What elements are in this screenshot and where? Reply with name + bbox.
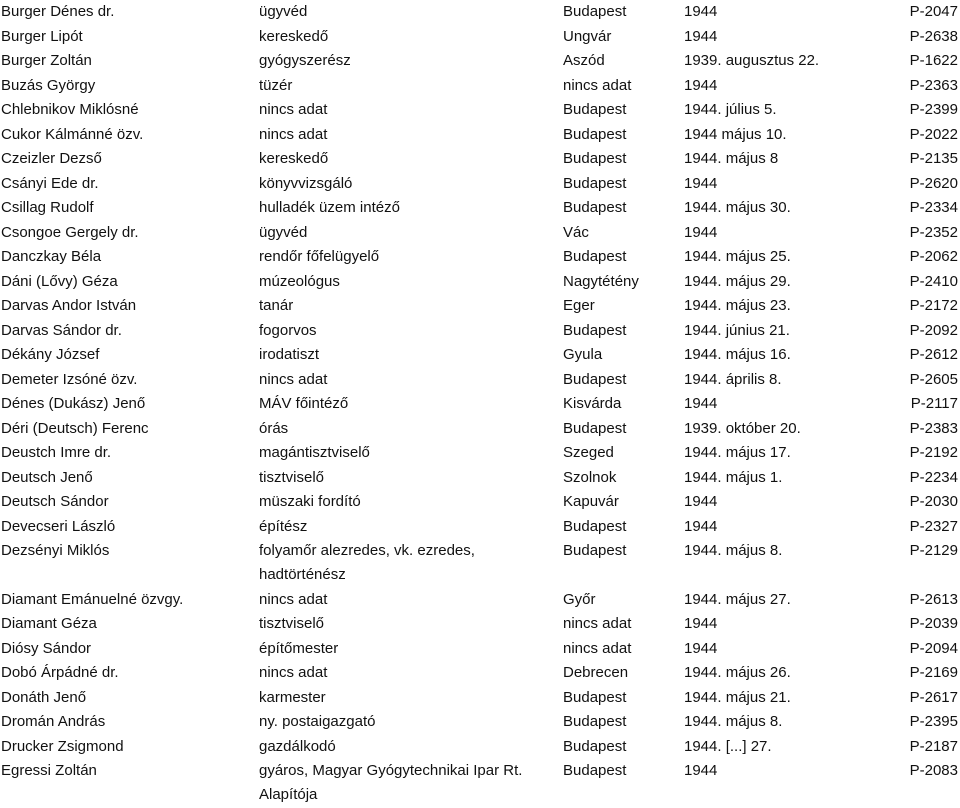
table-row [0,147,960,172]
date: 1944 [684,223,718,241]
table-row [0,294,960,319]
person-name: Demeter Izsóné özv. [1,370,138,388]
record-id: P-2395 [909,713,958,730]
occupation: kereskedő [259,27,329,45]
record-id: P-2234 [909,468,958,486]
city: Budapest [563,762,627,779]
person-name: Déri (Deutsch) Ferenc [1,419,149,437]
person-name: Darvas Sándor dr. [1,321,122,339]
table-row [0,270,960,295]
person-name: Dobó Árpádné dr. [1,664,119,681]
record-id: P-2334 [909,199,958,216]
date: 1944 [684,76,718,94]
table-row [0,637,960,662]
person-name: Deutsch Sándor [1,493,109,510]
occupation: folyamőr alezredes, vk. ezredes, hadtörténész [259,542,475,583]
date: 1944. május 26. [684,664,791,681]
date: 1944. április 8. [684,370,782,388]
person-name: Chlebnikov Miklósné [1,101,139,118]
date: 1944. május 8. [684,713,783,730]
table-row [0,221,960,246]
table-row [0,710,960,735]
city: Aszód [563,52,605,69]
city: Budapest [563,150,627,167]
occupation: építész [259,517,308,535]
occupation: müszaki fordító [259,493,361,510]
table-row [0,417,960,442]
city: Budapest [563,3,627,20]
record-id: P-2327 [909,517,958,535]
table-row [0,515,960,540]
record-id: P-2612 [909,346,958,363]
person-name: Donáth Jenő [1,688,87,706]
city: Budapest [563,542,627,559]
table-row [0,466,960,491]
city: Budapest [563,101,627,118]
table-row [0,123,960,148]
city: nincs adat [563,615,632,632]
person-name: Deutsch Jenő [1,468,93,486]
date: 1944 [684,762,718,779]
table-row [0,759,960,808]
city: Budapest [563,713,627,730]
city: Budapest [563,737,627,755]
person-name: Egressi Zoltán [1,762,97,779]
occupation: ny. postaigazgató [259,713,376,730]
record-id: P-2092 [909,321,958,339]
date: 1944 [684,517,718,535]
table-row [0,319,960,344]
record-id: P-2410 [909,272,958,290]
city: Gyula [563,346,603,363]
date: 1944 május 10. [684,125,787,143]
record-id: P-2169 [909,664,958,681]
city: Szolnok [563,468,617,486]
city: Kapuvár [563,493,619,510]
occupation: gazdálkodó [259,737,336,755]
table-row [0,98,960,123]
occupation: karmester [259,688,326,706]
person-name: Darvas Andor István [1,297,137,314]
person-name: Csányi Ede dr. [1,174,99,192]
city: Budapest [563,248,627,265]
date: 1944 [684,27,718,45]
city: Budapest [563,688,627,706]
table-row [0,196,960,221]
record-id: P-2083 [909,762,958,779]
date: 1944 [684,615,718,632]
occupation: irodatiszt [259,346,320,363]
occupation: magántisztviselő [259,444,370,461]
occupation: nincs adat [259,370,328,388]
person-name: Burger Lipót [1,27,83,45]
record-id: P-2605 [909,370,958,388]
occupation: múzeológus [259,272,340,290]
date: 1939. augusztus 22. [684,52,820,69]
date: 1944. május 21. [684,688,791,706]
city: Győr [563,590,596,608]
date: 1944. május 27. [684,590,791,608]
city: Ungvár [563,27,612,45]
date: 1944 [684,174,718,192]
person-name: Dékány József [1,346,100,363]
city: Budapest [563,199,627,216]
record-id: P-2062 [909,248,958,265]
record-id: P-1622 [909,52,958,69]
date: 1944. május 17. [684,444,791,461]
occupation: nincs adat [259,664,328,681]
table-row [0,245,960,270]
occupation: tisztviselő [259,615,325,632]
record-id: P-2039 [909,615,958,632]
table-row [0,686,960,711]
person-name: Burger Zoltán [1,52,92,69]
date: 1944. május 25. [684,248,791,265]
table-row [0,392,960,417]
occupation: hulladék üzem intéző [259,199,400,216]
city: nincs adat [563,76,632,94]
date: 1944 [684,395,718,412]
occupation: ügyvéd [259,223,308,241]
city: Budapest [563,125,627,143]
city: Kisvárda [563,395,622,412]
table-row [0,25,960,50]
city: Nagytétény [563,272,639,290]
city: nincs adat [563,639,632,657]
city: Szeged [563,444,614,461]
date: 1944 [684,3,718,20]
record-id: P-2117 [910,395,958,412]
record-id: P-2620 [909,174,958,192]
person-name: Diósy Sándor [1,639,92,657]
table-row [0,343,960,368]
city: Vác [563,223,589,241]
occupation: tanár [259,297,294,314]
date: 1944. május 30. [684,199,791,216]
person-name: Buzás György [1,76,96,94]
record-id: P-2192 [909,444,958,461]
date: 1944 [684,493,718,510]
occupation: órás [259,419,289,437]
record-id: P-2363 [909,76,958,94]
table-row [0,735,960,760]
city: Budapest [563,321,627,339]
date: 1944. [...] 27. [684,737,772,755]
person-name: Csillag Rudolf [1,199,94,216]
occupation: könyvvizsgáló [259,174,353,192]
person-name: Diamant Géza [1,615,97,632]
date: 1944. május 29. [684,272,791,290]
city: Eger [563,297,595,314]
person-name: Burger Dénes dr. [1,3,115,20]
record-id: P-2135 [909,150,958,167]
person-name: Czeizler Dezső [1,150,102,167]
record-id: P-2399 [909,101,958,118]
city: Budapest [563,419,627,437]
record-id: P-2172 [909,297,958,314]
person-name: Deustch Imre dr. [1,444,112,461]
person-name: Drucker Zsigmond [1,737,124,755]
record-id: P-2187 [909,737,958,755]
date: 1944 [684,639,718,657]
table-row [0,441,960,466]
occupation: építőmester [259,639,339,657]
date: 1944. május 16. [684,346,791,363]
record-id: P-2352 [909,223,958,241]
occupation: ügyvéd [259,3,308,20]
person-name: Dromán András [1,713,106,730]
occupation: nincs adat [259,590,328,608]
table-row [0,172,960,197]
occupation: tüzér [259,76,293,94]
occupation: kereskedő [259,150,329,167]
occupation: rendőr főfelügyelő [259,248,380,265]
city: Debrecen [563,664,629,681]
person-name: Danczkay Béla [1,248,102,265]
date: 1944. május 8 [684,150,779,167]
record-id: P-2129 [909,542,958,559]
record-id: P-2030 [909,493,958,510]
record-id: P-2094 [909,639,958,657]
person-name: Dénes (Dukász) Jenő [1,395,146,412]
occupation: nincs adat [259,101,328,118]
table-row [0,588,960,613]
person-name: Dáni (Lővy) Géza [1,272,118,290]
city: Budapest [563,370,627,388]
date: 1944. június 21. [684,321,790,339]
date: 1944. május 1. [684,468,783,486]
occupation: gyógyszerész [259,52,351,69]
occupation: fogorvos [259,321,317,339]
person-name: Dezsényi Miklós [1,542,110,559]
table-row [0,74,960,99]
occupation: nincs adat [259,125,328,143]
person-name: Diamant Emánuelné özvgy. [1,590,184,608]
record-id: P-2638 [909,27,958,45]
date: 1944. május 23. [684,297,791,314]
record-id: P-2613 [909,590,958,608]
table-row [0,368,960,393]
occupation: MÁV főintéző [259,395,349,412]
occupation: tisztviselő [259,468,325,486]
person-name: Csongoe Gergely dr. [1,223,139,241]
city: Budapest [563,174,627,192]
record-id: P-2383 [909,419,958,437]
person-name: Cukor Kálmánné özv. [1,125,144,143]
person-name: Devecseri László [1,517,116,535]
date: 1944. május 8. [684,542,783,559]
table-row [0,612,960,637]
table-row [0,661,960,686]
record-id: P-2047 [909,3,958,20]
occupation: gyáros, Magyar Gyógytechnikai Ipar Rt. Alapítója [259,762,523,803]
record-id: P-2617 [909,688,958,706]
date: 1939. október 20. [684,419,801,437]
table-row [0,490,960,515]
record-id: P-2022 [909,125,958,143]
table-row [0,0,960,25]
city: Budapest [563,517,627,535]
date: 1944. július 5. [684,101,777,118]
table-row [0,539,960,588]
table-row [0,49,960,74]
